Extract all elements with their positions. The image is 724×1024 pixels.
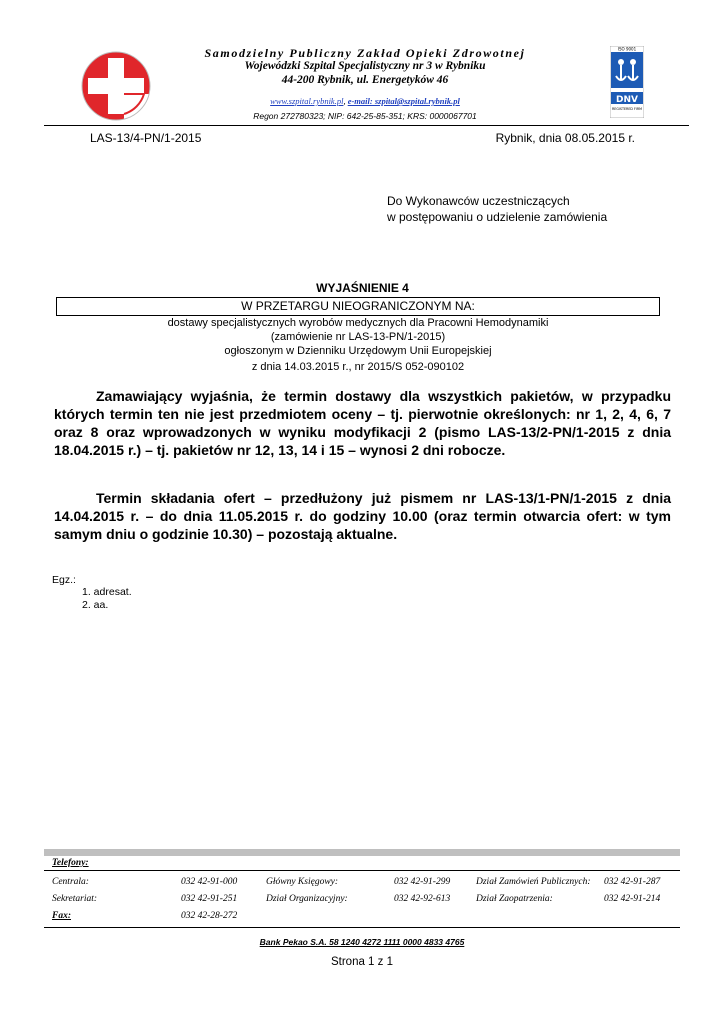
fax-label: Fax:	[52, 911, 71, 921]
document-reference: LAS-13/4-PN/1-2015	[90, 131, 202, 145]
dnv-logo	[610, 46, 644, 118]
badge-top-text: ISO 9001	[617, 46, 637, 52]
paragraph-2-line: 14.04.2015 r. – do dnia 11.05.2015 r. do godziny 10.00 (oraz termin otwarcia ofert: w tym	[54, 508, 671, 524]
recipient-line-1: Do Wykonawców uczestniczących	[387, 194, 570, 208]
paragraph-2-line: Termin składania ofert – przedłużony już pismem nr LAS-13/1-PN/1-2015 z dnia	[96, 490, 671, 506]
subject-line-1: dostawy specjalistycznych wyrobów medycznych dla Pracowni Hemodynamiki	[167, 317, 549, 329]
subject-line-2: (zamówienie nr LAS-13-PN/1-2015)	[270, 331, 446, 343]
clarification-paragraph	[54, 387, 671, 459]
phone-label: Centrala:	[52, 877, 89, 887]
footer-bar	[44, 849, 680, 856]
phone-number: 032 42-91-000	[181, 877, 238, 887]
phone-number: 032 42-91-214	[604, 894, 661, 904]
header-divider	[44, 125, 689, 126]
paragraph-1-line: Zamawiający wyjaśnia, że termin dostawy dla wszystkich pakietów, w przypadku	[96, 388, 671, 404]
website-link[interactable]: www.szpital.rybnik.pl	[270, 96, 344, 106]
email-link[interactable]: e-mail: szpital@szpital.rybnik.pl	[347, 96, 460, 106]
hospital-logo	[80, 50, 152, 122]
paragraph-1-line: oraz 8 oraz wprowadzonych w wyniku modyfikacji 2 (pismo LAS-13/2-PN/1-2015 z dnia	[54, 424, 671, 440]
document-date: Rybnik, dnia 08.05.2015 r.	[495, 131, 635, 145]
hospital-name: Wojewódzki Szpital Specjalistyczny nr 3 w Rybniku	[244, 60, 486, 72]
phone-number: 032 42-92-613	[394, 894, 451, 904]
registry-numbers: Regon 272780323; NIP: 642-25-85-351; KRS: 0000067701	[253, 111, 477, 121]
recipient-line-2: w postępowaniu o udzielenie zamówienia	[387, 210, 608, 224]
subject-line-3: ogłoszonym w Dzienniku Urzędowym Unii Europejskiej	[224, 345, 492, 357]
tender-type-box: W PRZETARGU NIEOGRANICZONYM NA:	[56, 297, 660, 316]
phone-number: 032 42-91-287	[604, 877, 661, 887]
phones-heading: Telefony:	[52, 858, 89, 868]
phone-label: Dział Zamówień Publicznych:	[476, 877, 591, 887]
copies-label: Egz.:	[52, 574, 76, 586]
paragraph-2-line: samym dniu o godzinie 10.30) – pozostają aktualne.	[54, 526, 398, 542]
fax-number: 032 42-28-272	[181, 911, 238, 921]
bank-account: Bank Pekao S.A. 58 1240 4272 1111 0000 4833 4765	[259, 937, 465, 947]
phone-label: Dział Zaopatrzenia:	[476, 894, 553, 904]
contact-links: www.szpital.rybnik.pl, e-mail: szpital@szpital.rybnik.pl	[270, 96, 460, 106]
hospital-address: 44-200 Rybnik, ul. Energetyków 46	[281, 74, 449, 86]
copy-item: 2. aa.	[82, 599, 109, 611]
paragraph-1-line: 18.04.2015 r.) – tj. pakietów nr 12, 13, 14 i 15 – wynosi 2 dni robocze.	[54, 442, 506, 458]
iso-certification-badge	[610, 46, 644, 118]
footer-divider	[44, 927, 680, 928]
badge-dnv-text: DNV	[616, 95, 638, 105]
phone-label: Główny Księgowy:	[266, 877, 339, 887]
badge-bottom-text: REGISTERED FIRM	[611, 107, 643, 111]
phone-label: Dział Organizacyjny:	[266, 894, 348, 904]
subject-line-4: z dnia 14.03.2015 r., nr 2015/S 052-090102	[251, 361, 465, 373]
deadline-paragraph	[54, 489, 671, 543]
phone-label: Sekretariat:	[52, 894, 98, 904]
institution-name: Samodzielny Publiczny Zakład Opieki Zdrowotnej	[204, 46, 526, 60]
footer-divider	[44, 870, 680, 871]
phone-number: 032 42-91-251	[181, 894, 238, 904]
document-title: WYJAŚNIENIE 4	[316, 281, 409, 295]
paragraph-1-line: których termin ten nie jest przedmiotem oceny – tj. pierwotnie określonych: nr 1, 2, 4, 6, 7	[54, 406, 671, 422]
copy-item: 1. adresat.	[82, 586, 132, 598]
phone-number: 032 42-91-299	[394, 877, 451, 887]
page-number: Strona 1 z 1	[330, 956, 393, 968]
